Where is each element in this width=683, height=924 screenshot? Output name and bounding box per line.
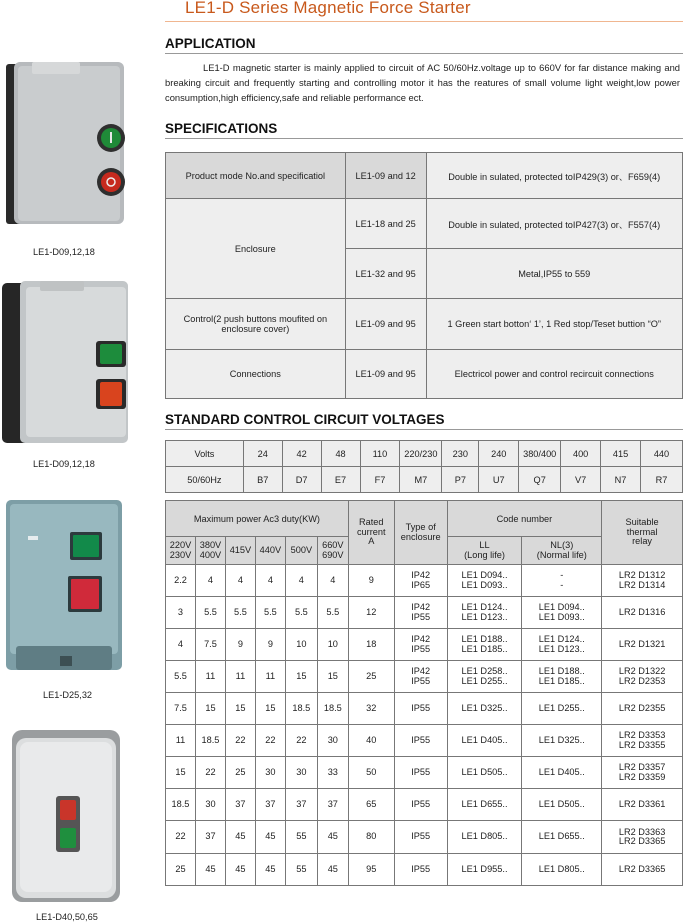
specifications-heading: SPECIFICATIONS bbox=[165, 121, 278, 136]
hz-label: 50/60Hz bbox=[166, 467, 244, 493]
spec-desc: Electricol power and control recircuit connections bbox=[426, 350, 682, 399]
code-cell: B7 bbox=[243, 467, 282, 493]
long-life-header: LL (Long life) bbox=[447, 537, 522, 565]
power-cell: 30 bbox=[317, 725, 348, 757]
table-row bbox=[166, 299, 683, 350]
power-cell: 15 bbox=[317, 661, 348, 693]
power-cell: 7.5 bbox=[166, 693, 196, 725]
starter-photo-d09-black bbox=[0, 275, 140, 447]
voltages-heading: STANDARD CONTROL CIRCUIT VOLTAGES bbox=[165, 412, 445, 427]
starter-photo-d40 bbox=[0, 728, 130, 906]
power-cell: 22 bbox=[225, 725, 255, 757]
spec-model: LE1-09 and 95 bbox=[345, 299, 426, 350]
power-cell: 9 bbox=[255, 629, 285, 661]
enclosure-cell: IP42 IP55 bbox=[394, 597, 447, 629]
long-life-code-cell: LE1 D405.. bbox=[447, 725, 522, 757]
table-row bbox=[166, 789, 683, 821]
power-cell: 11 bbox=[166, 725, 196, 757]
rated-current-cell: 18 bbox=[348, 629, 394, 661]
long-life-code-cell: LE1 D325.. bbox=[447, 693, 522, 725]
volt-subheader: 500V bbox=[285, 537, 317, 565]
enclosure-cell: IP55 bbox=[394, 789, 447, 821]
code-cell: U7 bbox=[479, 467, 519, 493]
normal-life-code-cell: LE1 D255.. bbox=[522, 693, 602, 725]
normal-life-code-cell: LE1 D405.. bbox=[522, 757, 602, 789]
volt-subheader: 415V bbox=[225, 537, 255, 565]
enclosure-cell: IP55 bbox=[394, 821, 447, 854]
power-cell: 4 bbox=[317, 565, 348, 597]
voltages-table bbox=[165, 440, 683, 493]
rated-current-cell: 12 bbox=[348, 597, 394, 629]
rated-current-cell: 50 bbox=[348, 757, 394, 789]
spec-label: Connections bbox=[166, 350, 346, 399]
table-row bbox=[166, 661, 683, 693]
spec-label: Product mode No.and specificatiol bbox=[166, 153, 346, 199]
power-cell: 22 bbox=[285, 725, 317, 757]
power-cell: 37 bbox=[317, 789, 348, 821]
enclosure-cell: IP42 IP55 bbox=[394, 661, 447, 693]
voltages-rule bbox=[165, 429, 683, 430]
volts-cell: 48 bbox=[321, 441, 360, 467]
enclosure-cell: IP55 bbox=[394, 854, 447, 886]
power-cell: 5.5 bbox=[317, 597, 348, 629]
code-cell: P7 bbox=[442, 467, 479, 493]
power-cell: 45 bbox=[225, 821, 255, 854]
volt-subheader: 660V 690V bbox=[317, 537, 348, 565]
rated-current-cell: 25 bbox=[348, 661, 394, 693]
power-cell: 45 bbox=[317, 854, 348, 886]
power-cell: 37 bbox=[255, 789, 285, 821]
normal-life-code-cell: LE1 D805.. bbox=[522, 854, 602, 886]
power-cell: 15 bbox=[195, 693, 225, 725]
starter-photo-d09-grey bbox=[0, 58, 130, 230]
title-rule bbox=[165, 21, 683, 22]
long-life-code-cell: LE1 D955.. bbox=[447, 854, 522, 886]
rated-current-cell: 40 bbox=[348, 725, 394, 757]
code-cell: E7 bbox=[321, 467, 360, 493]
code-cell: R7 bbox=[640, 467, 682, 493]
spec-label: Control(2 push buttons moufited on enclosure cover) bbox=[166, 299, 346, 350]
volt-subheader: 220V 230V bbox=[166, 537, 196, 565]
power-cell: 10 bbox=[285, 629, 317, 661]
long-life-code-cell: LE1 D505.. bbox=[447, 757, 522, 789]
power-cell: 55 bbox=[285, 854, 317, 886]
power-cell: 10 bbox=[317, 629, 348, 661]
enclosure-cell: IP55 bbox=[394, 725, 447, 757]
normal-life-code-cell: LE1 D124.. LE1 D123.. bbox=[522, 629, 602, 661]
power-cell: 25 bbox=[166, 854, 196, 886]
thermal-relay-cell: LR2 D3357 LR2 D3359 bbox=[602, 757, 683, 789]
enclosure-cell: IP55 bbox=[394, 757, 447, 789]
spec-desc: 1 Green start botton‘ 1’, 1 Red stop/Teset buttion “O” bbox=[426, 299, 682, 350]
enclosure-cell: IP42 IP55 bbox=[394, 629, 447, 661]
table-row bbox=[166, 597, 683, 629]
power-cell: 15 bbox=[255, 693, 285, 725]
power-cell: 37 bbox=[285, 789, 317, 821]
page-title: LE1-D Series Magnetic Force Starter bbox=[185, 0, 471, 17]
thermal-relay-cell: LR2 D1316 bbox=[602, 597, 683, 629]
table-row bbox=[166, 441, 683, 467]
normal-life-code-cell: LE1 D094.. LE1 D093.. bbox=[522, 597, 602, 629]
rated-current-cell: 95 bbox=[348, 854, 394, 886]
table-row bbox=[166, 725, 683, 757]
long-life-code-cell: LE1 D124.. LE1 D123.. bbox=[447, 597, 522, 629]
power-cell: 30 bbox=[285, 757, 317, 789]
power-cell: 18.5 bbox=[285, 693, 317, 725]
normal-life-code-cell: LE1 D655.. bbox=[522, 821, 602, 854]
power-cell: 4 bbox=[225, 565, 255, 597]
code-cell: Q7 bbox=[519, 467, 561, 493]
rated-current-cell: 80 bbox=[348, 821, 394, 854]
power-cell: 30 bbox=[255, 757, 285, 789]
table-row bbox=[166, 821, 683, 854]
volts-cell: 220/230 bbox=[400, 441, 442, 467]
power-cell: 45 bbox=[255, 821, 285, 854]
spec-model: LE1-18 and 25 bbox=[345, 199, 426, 249]
long-life-code-cell: LE1 D258.. LE1 D255.. bbox=[447, 661, 522, 693]
power-cell: 18.5 bbox=[166, 789, 196, 821]
power-cell: 15 bbox=[166, 757, 196, 789]
power-cell: 11 bbox=[255, 661, 285, 693]
spec-desc: Double in sulated, protected toIP427(3) or、F557(4) bbox=[426, 199, 682, 249]
photo-caption: LE1-D40,50,65 bbox=[36, 912, 98, 922]
power-cell: 5.5 bbox=[166, 661, 196, 693]
application-text: LE1-D magnetic starter is mainly applied to circuit of AC 50/60Hz.voltage up to 660V for far distance making and breaking circuit and frequently starting and controlling motor it has the reatures of small volume light weight,low power consumption,high efficiency,safe and reliable performance ect. bbox=[165, 62, 680, 103]
normal-life-code-cell: - - bbox=[522, 565, 602, 597]
rated-current-cell: 65 bbox=[348, 789, 394, 821]
normal-life-header: NL(3) (Normal life) bbox=[522, 537, 602, 565]
power-cell: 45 bbox=[225, 854, 255, 886]
spec-desc: Metal,IP55 to 559 bbox=[426, 249, 682, 299]
long-life-code-cell: LE1 D655.. bbox=[447, 789, 522, 821]
power-cell: 2.2 bbox=[166, 565, 196, 597]
enclosure-cell: IP42 IP65 bbox=[394, 565, 447, 597]
specifications-table bbox=[165, 152, 683, 399]
thermal-relay-cell: LR2 D2355 bbox=[602, 693, 683, 725]
power-cell: 9 bbox=[225, 629, 255, 661]
code-cell: D7 bbox=[282, 467, 321, 493]
power-cell: 37 bbox=[225, 789, 255, 821]
volts-cell: 24 bbox=[243, 441, 282, 467]
thermal-relay-cell: LR2 D1322 LR2 D2353 bbox=[602, 661, 683, 693]
photo-caption: LE1-D09,12,18 bbox=[33, 247, 95, 257]
code-cell: M7 bbox=[400, 467, 442, 493]
volts-cell: 42 bbox=[282, 441, 321, 467]
specifications-rule bbox=[165, 138, 683, 139]
thermal-relay-cell: LR2 D3353 LR2 D3355 bbox=[602, 725, 683, 757]
power-cell: 37 bbox=[195, 821, 225, 854]
rated-current-cell: 32 bbox=[348, 693, 394, 725]
volts-cell: 240 bbox=[479, 441, 519, 467]
power-cell: 3 bbox=[166, 597, 196, 629]
enclosure-cell: IP55 bbox=[394, 693, 447, 725]
spec-model: LE1-32 and 95 bbox=[345, 249, 426, 299]
power-cell: 5.5 bbox=[195, 597, 225, 629]
spec-label: Enclosure bbox=[166, 199, 346, 299]
table-row bbox=[166, 153, 683, 199]
power-cell: 4 bbox=[166, 629, 196, 661]
power-cell: 45 bbox=[317, 821, 348, 854]
volts-cell: 415 bbox=[601, 441, 641, 467]
normal-life-code-cell: LE1 D188.. LE1 D185.. bbox=[522, 661, 602, 693]
power-cell: 4 bbox=[285, 565, 317, 597]
power-cell: 11 bbox=[225, 661, 255, 693]
power-cell: 5.5 bbox=[225, 597, 255, 629]
thermal-relay-header: Suitable thermal relay bbox=[602, 501, 683, 565]
application-heading: APPLICATION bbox=[165, 36, 256, 51]
thermal-relay-cell: LR2 D3361 bbox=[602, 789, 683, 821]
table-row bbox=[166, 854, 683, 886]
starter-photo-d25 bbox=[0, 496, 130, 674]
power-cell: 18.5 bbox=[195, 725, 225, 757]
power-cell: 22 bbox=[255, 725, 285, 757]
rated-current-cell: 9 bbox=[348, 565, 394, 597]
table-row bbox=[166, 629, 683, 661]
power-cell: 45 bbox=[255, 854, 285, 886]
volts-cell: 110 bbox=[360, 441, 400, 467]
rated-current-header: Rated current A bbox=[348, 501, 394, 565]
power-cell: 4 bbox=[255, 565, 285, 597]
thermal-relay-cell: LR2 D1312 LR2 D1314 bbox=[602, 565, 683, 597]
photo-caption: LE1-D25,32 bbox=[43, 690, 93, 700]
long-life-code-cell: LE1 D805.. bbox=[447, 821, 522, 854]
table-row bbox=[166, 350, 683, 399]
photo-caption: LE1-D09,12,18 bbox=[33, 459, 95, 469]
power-cell: 15 bbox=[225, 693, 255, 725]
code-number-header: Code number bbox=[447, 501, 602, 537]
thermal-relay-cell: LR2 D1321 bbox=[602, 629, 683, 661]
table-row bbox=[166, 757, 683, 789]
spec-desc: Double in sulated, protected toIP429(3) or、F659(4) bbox=[426, 153, 682, 199]
table-row bbox=[166, 565, 683, 597]
power-cell: 5.5 bbox=[255, 597, 285, 629]
volts-cell: 230 bbox=[442, 441, 479, 467]
enclosure-type-header: Type of enclosure bbox=[394, 501, 447, 565]
power-cell: 15 bbox=[285, 661, 317, 693]
power-cell: 22 bbox=[195, 757, 225, 789]
code-cell: N7 bbox=[601, 467, 641, 493]
long-life-code-cell: LE1 D188.. LE1 D185.. bbox=[447, 629, 522, 661]
volts-cell: 400 bbox=[561, 441, 601, 467]
thermal-relay-cell: LR2 D3365 bbox=[602, 854, 683, 886]
table-row bbox=[166, 501, 683, 537]
long-life-code-cell: LE1 D094.. LE1 D093.. bbox=[447, 565, 522, 597]
power-cell: 7.5 bbox=[195, 629, 225, 661]
power-cell: 25 bbox=[225, 757, 255, 789]
volts-label: Volts bbox=[166, 441, 244, 467]
normal-life-code-cell: LE1 D325.. bbox=[522, 725, 602, 757]
power-table-body bbox=[166, 565, 683, 886]
power-cell: 33 bbox=[317, 757, 348, 789]
volts-cell: 440 bbox=[640, 441, 682, 467]
power-cell: 22 bbox=[166, 821, 196, 854]
power-cell: 30 bbox=[195, 789, 225, 821]
code-cell: F7 bbox=[360, 467, 400, 493]
power-cell: 11 bbox=[195, 661, 225, 693]
thermal-relay-cell: LR2 D3363 LR2 D3365 bbox=[602, 821, 683, 854]
power-cell: 55 bbox=[285, 821, 317, 854]
spec-model: LE1-09 and 12 bbox=[345, 153, 426, 199]
power-cell: 18.5 bbox=[317, 693, 348, 725]
volt-subheader: 440V bbox=[255, 537, 285, 565]
volts-cell: 380/400 bbox=[519, 441, 561, 467]
table-row bbox=[166, 467, 683, 493]
power-cell: 4 bbox=[195, 565, 225, 597]
power-cell: 45 bbox=[195, 854, 225, 886]
code-cell: V7 bbox=[561, 467, 601, 493]
table-row bbox=[166, 199, 683, 249]
spec-model: LE1-09 and 95 bbox=[345, 350, 426, 399]
max-power-header: Maximum power Ac3 duty(KW) bbox=[166, 501, 349, 537]
table-row bbox=[166, 693, 683, 725]
power-table bbox=[165, 500, 683, 886]
application-rule bbox=[165, 53, 683, 54]
normal-life-code-cell: LE1 D505.. bbox=[522, 789, 602, 821]
power-cell: 5.5 bbox=[285, 597, 317, 629]
volt-subheader: 380V 400V bbox=[195, 537, 225, 565]
